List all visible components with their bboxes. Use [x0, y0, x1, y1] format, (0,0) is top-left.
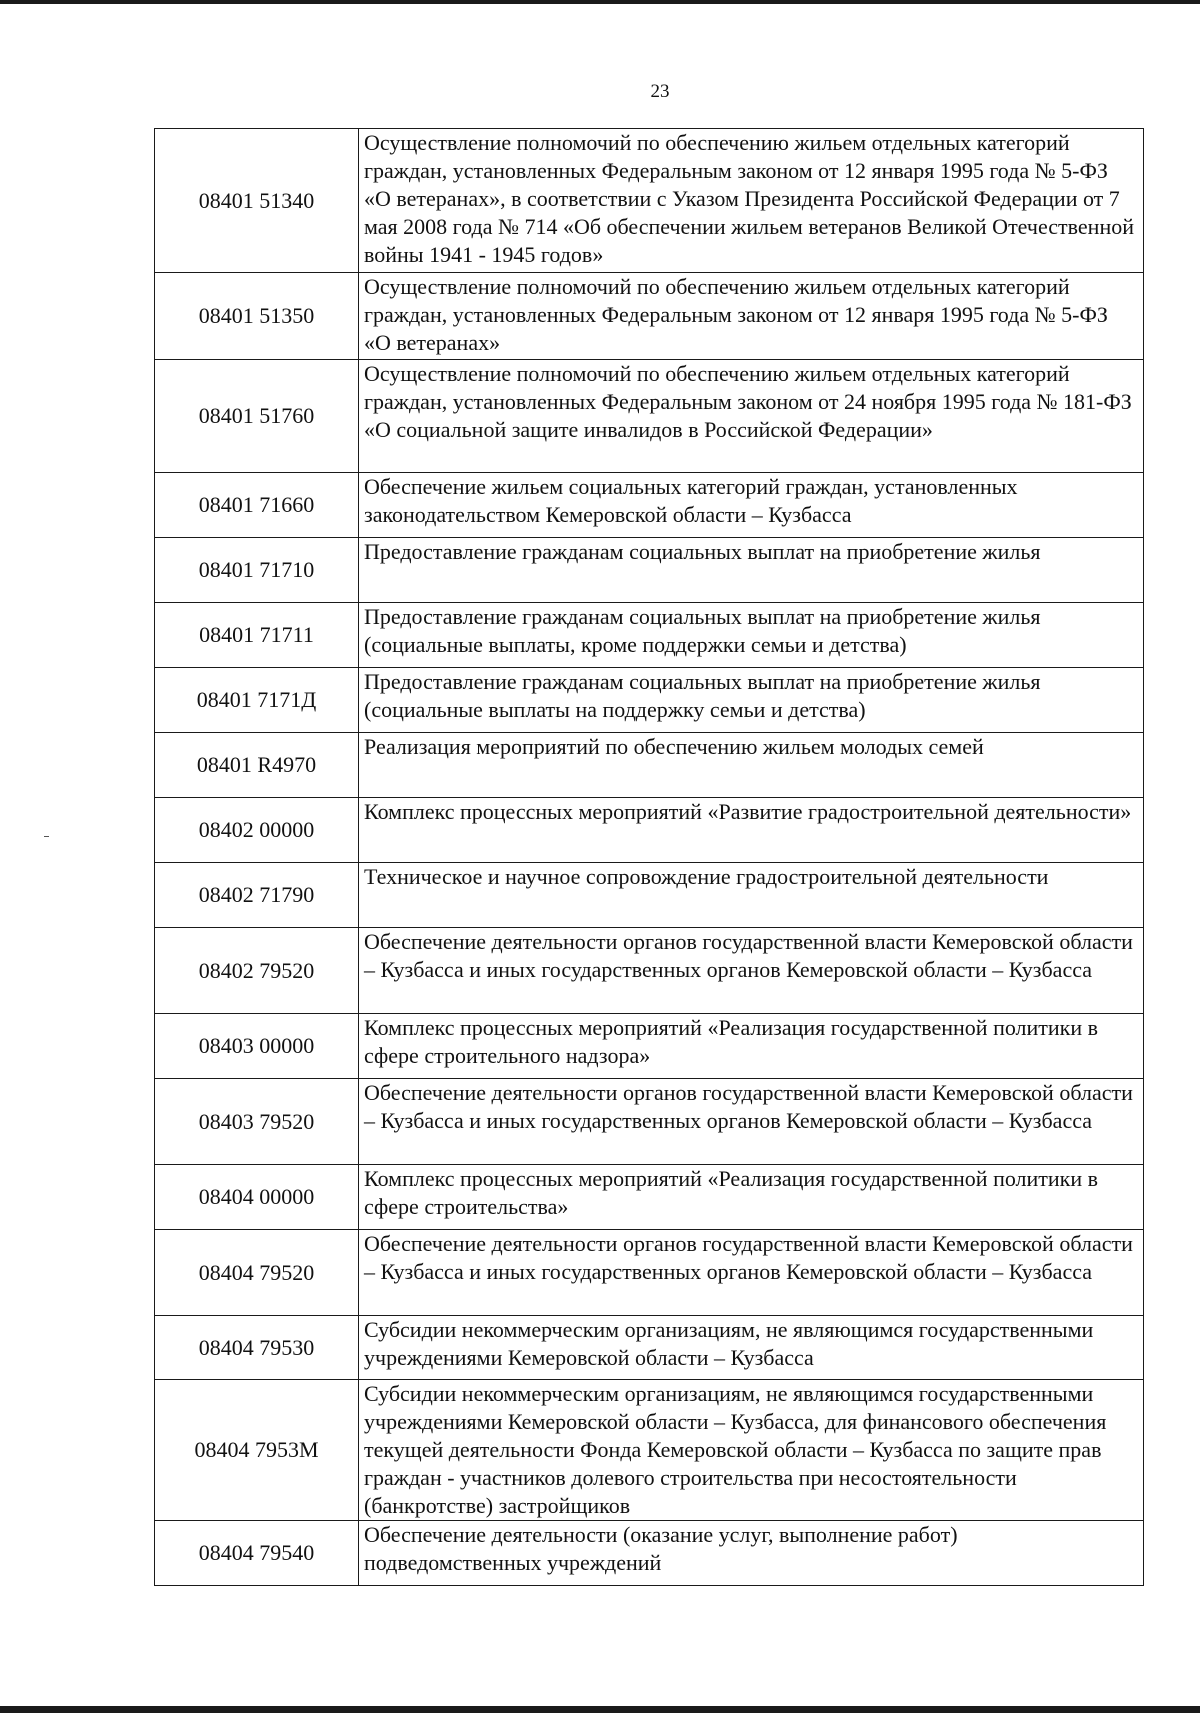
row-code: 08404 79540: [155, 1521, 359, 1586]
table-row: [155, 360, 1144, 473]
row-code: 08402 00000: [155, 798, 359, 863]
row-description: Предоставление гражданам социальных выплат на приобретение жилья: [359, 538, 1144, 603]
table-row: [155, 1014, 1144, 1079]
row-code: 08401 71660: [155, 473, 359, 538]
table-row: [155, 603, 1144, 668]
row-code: 08402 79520: [155, 928, 359, 1014]
row-description: Субсидии некоммерческим организациям, не являющимся государственными учреждениями Кемеровской области – Кузбасса, для финансового обеспечения текущей деятельности Фонда Кемеровской области – Кузбасса по защите прав граждан - участников долевого строительства при несостоятельности (банкротстве) застройщиков: [359, 1380, 1144, 1521]
row-description: Комплекс процессных мероприятий «Развитие градостроительной деятельности»: [359, 798, 1144, 863]
row-code: 08404 7953М: [155, 1380, 359, 1521]
row-description: Обеспечение деятельности органов государственной власти Кемеровской области – Кузбасса и иных государственных органов Кемеровской области – Кузбасса: [359, 1230, 1144, 1316]
table-row: [155, 538, 1144, 603]
table-row: [155, 273, 1144, 360]
row-description: Обеспечение деятельности органов государственной власти Кемеровской области – Кузбасса и иных государственных органов Кемеровской области – Кузбасса: [359, 928, 1144, 1014]
row-code: 08401 7171Д: [155, 668, 359, 733]
table-row: [155, 1230, 1144, 1316]
row-code: 08402 71790: [155, 863, 359, 928]
table-row: [155, 129, 1144, 273]
table-row: [155, 668, 1144, 733]
table-row: [155, 863, 1144, 928]
row-code: 08404 00000: [155, 1165, 359, 1230]
scan-top-edge: [0, 0, 1200, 4]
row-description: Комплекс процессных мероприятий «Реализация государственной политики в сфере строительства»: [359, 1165, 1144, 1230]
table-row: [155, 1165, 1144, 1230]
row-description: Обеспечение деятельности (оказание услуг, выполнение работ) подведомственных учреждений: [359, 1521, 1144, 1586]
row-description: Предоставление гражданам социальных выплат на приобретение жилья (социальные выплаты на поддержку семьи и детства): [359, 668, 1144, 733]
table-row: [155, 1316, 1144, 1380]
row-description: Осуществление полномочий по обеспечению жильем отдельных категорий граждан, установленных Федеральным законом от 24 ноября 1995 года № 181-ФЗ «О социальной защите инвалидов в Российской Федерации»: [359, 360, 1144, 473]
table-row: [155, 473, 1144, 538]
row-code: 08404 79520: [155, 1230, 359, 1316]
row-code: 08401 71711: [155, 603, 359, 668]
row-code: 08401 R4970: [155, 733, 359, 798]
scan-bottom-edge: [0, 1706, 1200, 1713]
table-row: [155, 798, 1144, 863]
row-description: Обеспечение жильем социальных категорий граждан, установленных законодательством Кемеровской области – Кузбасса: [359, 473, 1144, 538]
page-number: 23: [650, 81, 670, 102]
budget-code-table: [154, 128, 1144, 1586]
row-code: 08404 79530: [155, 1316, 359, 1380]
row-description: Осуществление полномочий по обеспечению жильем отдельных категорий граждан, установленных Федеральным законом от 12 января 1995 года № 5-ФЗ «О ветеранах»: [359, 273, 1144, 360]
table-row: [155, 1079, 1144, 1165]
row-description: Комплекс процессных мероприятий «Реализация государственной политики в сфере строительного надзора»: [359, 1014, 1144, 1079]
table-row: [155, 1380, 1144, 1521]
row-description: Реализация мероприятий по обеспечению жильем молодых семей: [359, 733, 1144, 798]
row-code: 08403 79520: [155, 1079, 359, 1165]
row-code: 08401 51340: [155, 129, 359, 273]
row-description: Предоставление гражданам социальных выплат на приобретение жилья (социальные выплаты, кроме поддержки семьи и детства): [359, 603, 1144, 668]
row-description: Осуществление полномочий по обеспечению жильем отдельных категорий граждан, установленных Федеральным законом от 12 января 1995 года № 5-ФЗ «О ветеранах», в соответствии с Указом Президента Российской Федерации от 7 мая 2008 года № 714 «Об обеспечении жильем ветеранов Великой Отечественной войны 1941 - 1945 годов»: [359, 129, 1144, 273]
table-row: [155, 928, 1144, 1014]
row-description: Обеспечение деятельности органов государственной власти Кемеровской области – Кузбасса и иных государственных органов Кемеровской области – Кузбасса: [359, 1079, 1144, 1165]
table-row: [155, 1521, 1144, 1586]
margin-mark: [44, 836, 49, 837]
row-description: Техническое и научное сопровождение градостроительной деятельности: [359, 863, 1144, 928]
row-code: 08401 51760: [155, 360, 359, 473]
row-code: 08401 71710: [155, 538, 359, 603]
table-row: [155, 733, 1144, 798]
row-description: Субсидии некоммерческим организациям, не являющимся государственными учреждениями Кемеровской области – Кузбасса: [359, 1316, 1144, 1380]
row-code: 08401 51350: [155, 273, 359, 360]
row-code: 08403 00000: [155, 1014, 359, 1079]
